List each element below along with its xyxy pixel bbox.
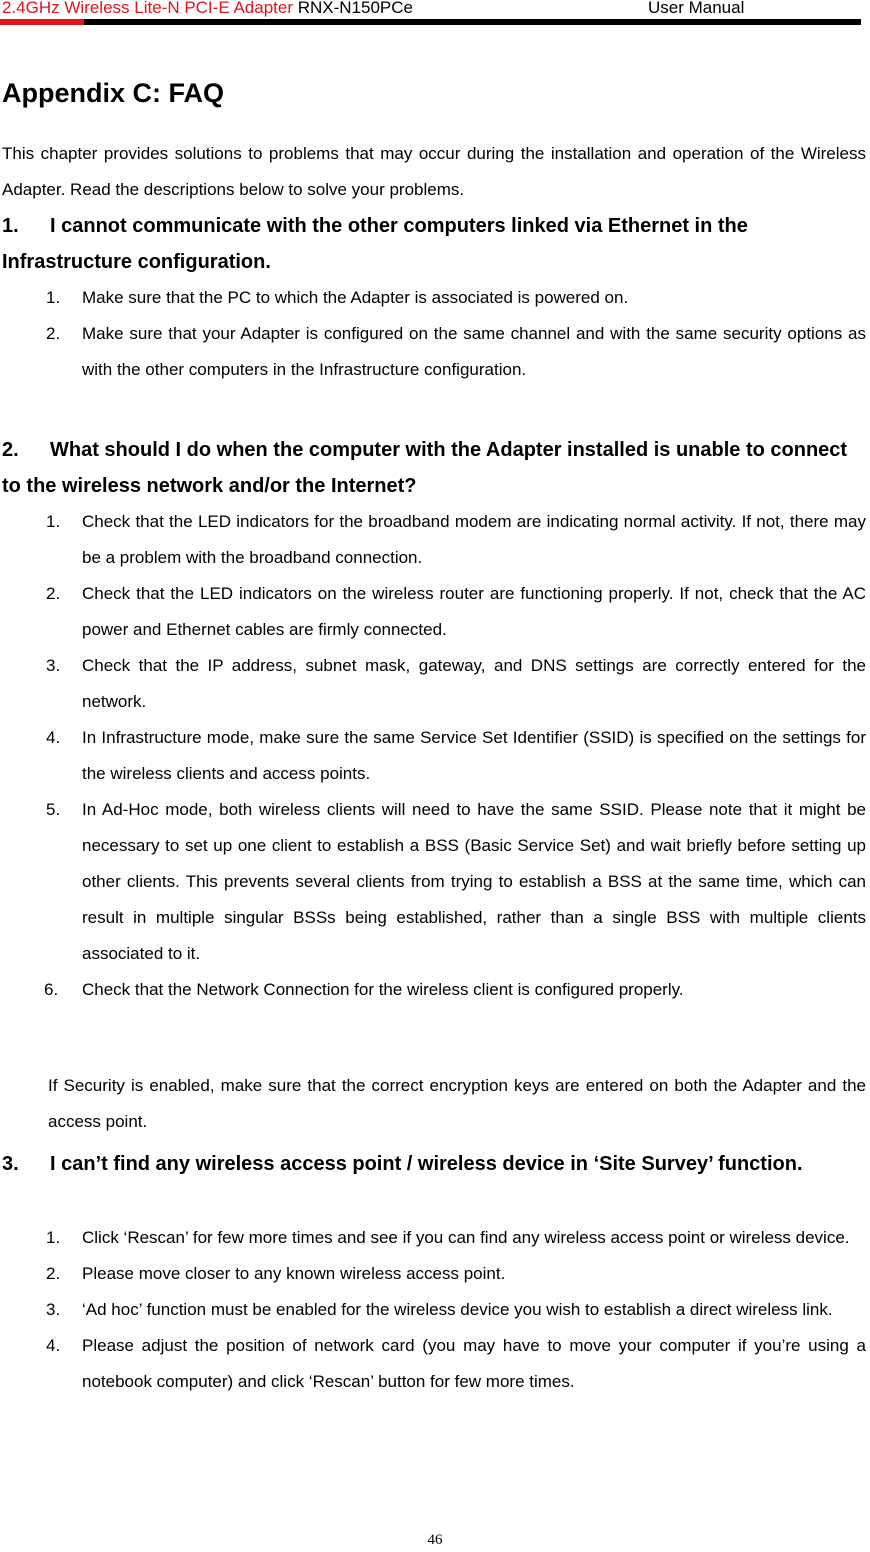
header-product [2,0,413,18]
faq-question-1 [2,208,866,280]
header-manual-label: User Manual [648,0,745,17]
faq-answer-list-2 [0,504,870,1008]
list-item [0,576,870,648]
list-item-number: 2. [46,324,61,343]
list-item-number: 1. [46,1228,61,1247]
list-item-number: 5. [46,800,61,819]
list-item-number: 4. [46,728,61,747]
intro-paragraph: This chapter provides solutions to problems that may occur during the installation and operation of the Wireless Adapter. Read the descriptions below to solve your problems. [2,144,866,199]
list-item-text: In Ad-Hoc mode, both wireless clients will need to have the same SSID. Please note that it might be necessary to set up one client to establish a BSS (Basic Service Set) and wait briefly before setting up other clients. This prevents several clients from trying to establish a BSS at the same time, which can result in multiple singular BSSs being established, rather than a single BSS with multiple clients associated to it. [82,800,866,963]
header-rule-red [0,19,84,25]
faq-question-2 [2,432,866,504]
list-item-text: Check that the LED indicators on the wireless router are functioning properly. If not, check that the AC power and Ethernet cables are firmly connected. [82,584,866,639]
list-item [0,972,870,1008]
header-product-name: 2.4GHz Wireless Lite-N PCI-E Adapter [2,0,293,17]
list-item-number: 6. [44,980,59,999]
list-item [0,1328,870,1400]
question-text: I cannot communicate with the other computers linked via Ethernet in the Infrastructure configuration. [2,215,748,273]
list-item-number: 4. [46,1336,61,1355]
list-item-text: In Infrastructure mode, make sure the same Service Set Identifier (SSID) is specified on the settings for the wireless clients and access points. [82,728,866,783]
list-item [0,720,870,792]
list-item [0,1292,870,1328]
list-item-text: Please move closer to any known wireless access point. [82,1264,506,1283]
list-item [0,504,870,576]
list-item-number: 3. [46,1300,61,1319]
faq-answer-list-1 [0,280,870,388]
list-item [0,316,870,388]
list-item-text: ‘Ad hoc’ function must be enabled for the wireless device you wish to establish a direct wireless link. [82,1300,833,1319]
list-item-number: 1. [46,288,61,307]
list-item [0,792,870,972]
page-number: 46 [427,1532,443,1548]
header-model: RNX-N150PCe [297,0,413,17]
list-item-text: Check that the IP address, subnet mask, gateway, and DNS settings are correctly entered for the network. [82,656,866,711]
list-item-text: Click ‘Rescan’ for few more times and see if you can find any wireless access point or wireless device. [82,1228,850,1247]
page-header [0,0,870,30]
list-item-number: 2. [46,584,61,603]
question-text: I can’t find any wireless access point / wireless device in ‘Site Survey’ function. [50,1153,803,1175]
question-number: 3. [2,1153,19,1175]
faq-answer-list-3 [0,1220,870,1400]
list-item-number: 3. [46,656,61,675]
list-item-text: Check that the LED indicators for the broadband modem are indicating normal activity. If not, there may be a problem with the broadband connection. [82,512,866,567]
list-item-text: Make sure that your Adapter is configured on the same channel and with the same security options as with the other computers in the Infrastructure configuration. [82,324,866,379]
header-rule-black [84,19,861,25]
list-item-number: 1. [46,512,61,531]
question-text: What should I do when the computer with the Adapter installed is unable to connect to the wireless network and/or the Internet? [2,439,848,497]
list-item [0,1256,870,1292]
page-title: Appendix C: FAQ [2,78,224,108]
question-number: 2. [2,439,19,461]
list-item-number: 2. [46,1264,61,1283]
list-item-text: Check that the Network Connection for the wireless client is configured properly. [82,980,684,999]
list-item [0,280,870,316]
faq-question-3 [2,1146,866,1182]
list-item-text: Please adjust the position of network card (you may have to move your computer if you’re using a notebook computer) and click ‘Rescan’ button for few more times. [82,1336,866,1391]
question-number: 1. [2,215,19,237]
list-item [0,1220,870,1256]
list-item-text: Make sure that the PC to which the Adapter is associated is powered on. [82,288,629,307]
security-note: If Security is enabled, make sure that the correct encryption keys are entered on both the Adapter and the access point. [48,1076,866,1131]
list-item [0,648,870,720]
